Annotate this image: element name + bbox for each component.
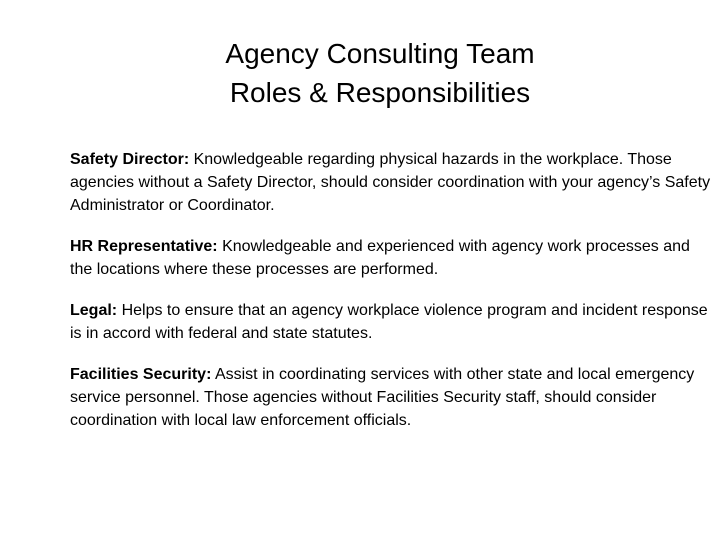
roles-list (70, 148, 715, 450)
role-item-facilities-security (70, 363, 715, 432)
role-description: Knowledgeable and experienced with agency work processes and the locations where these processes are performed. (70, 238, 690, 278)
role-description: Helps to ensure that an agency workplace violence program and incident response is in accord with federal and state statutes. (70, 302, 708, 342)
role-label: Facilities Security: (70, 366, 212, 383)
role-item-safety-director (70, 148, 715, 217)
role-label: HR Representative: (70, 238, 218, 255)
role-description: Assist in coordinating services with other state and local emergency service personnel. Those agencies without Facilities Security staff, should consider coordination with local law enforcement officials. (70, 366, 695, 429)
role-item-legal (70, 299, 715, 345)
title-line-1: Agency Consulting Team (225, 38, 535, 69)
title-line-2: Roles & Responsibilities (229, 77, 531, 108)
role-label: Legal: (70, 302, 118, 319)
slide-title (150, 34, 610, 112)
role-item-hr-representative (70, 235, 715, 281)
role-label: Safety Director: (70, 151, 190, 168)
role-description: Knowledgeable regarding physical hazards in the workplace. Those agencies without a Safety Director, should consider coordination with your agency’s Safety Administrator or Coordinator. (70, 151, 711, 214)
